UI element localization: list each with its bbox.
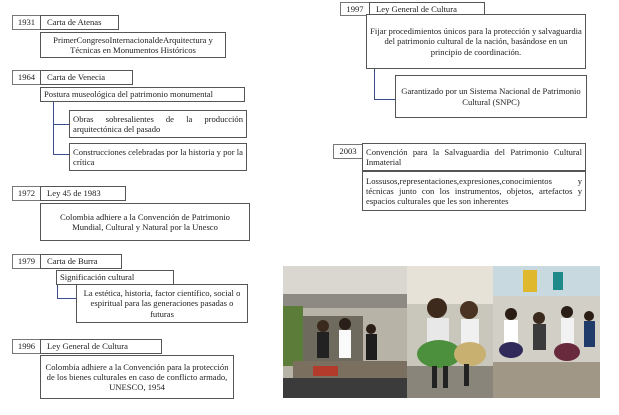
year-1931: 1931 bbox=[12, 15, 41, 30]
title-ley-general-1996: Ley General de Cultura bbox=[40, 339, 162, 354]
connector-1997 bbox=[374, 69, 396, 100]
connector-1964-a bbox=[53, 102, 69, 125]
title-carta-de-venecia: Carta de Venecia bbox=[40, 70, 133, 85]
desc-1997: Fijar procedimientos únicos para la protección y salvaguardia del patrimonio cultural de la nación, basándose en un principio de coordinación. bbox=[366, 14, 586, 69]
photo-folk-dance bbox=[493, 266, 600, 398]
sub-1964-construcciones: Construcciones celebradas por la historia y por la crítica bbox=[69, 143, 247, 171]
title-ley-45: Ley 45 de 1983 bbox=[40, 186, 126, 201]
sub-1997-snpc: Garantizado por un Sistema Nacional de Patrimonio Cultural (SNPC) bbox=[395, 75, 587, 118]
year-1979: 1979 bbox=[12, 254, 41, 269]
title-ley-general-1997: Ley General de Cultura bbox=[369, 2, 485, 16]
year-1997: 1997 bbox=[340, 2, 370, 16]
photo-dancers-masks bbox=[407, 266, 494, 398]
desc-1979: Significación cultural bbox=[56, 270, 174, 285]
desc-2003: Lossusos,representaciones,expresiones,conocimientos y técnicas junto con los instrumentos, objetos, artefactos y espacios culturales que les son inherentes bbox=[362, 171, 586, 211]
title-carta-de-atenas: Carta de Atenas bbox=[40, 15, 119, 30]
year-2003: 2003 bbox=[333, 144, 363, 159]
desc-1972: Colombia adhiere a la Convención de Patrimonio Mundial, Cultural y Natural por la Unesco bbox=[40, 203, 250, 241]
photo-dance-stage bbox=[283, 266, 408, 398]
connector-1979 bbox=[57, 285, 77, 299]
title-convencion-2003: Convención para la Salvaguardia del Patrimonio Cultural Inmaterial bbox=[362, 143, 586, 171]
desc-1931: PrimerCongresoInternacionaldeArquitectura y Técnicas en Monumentos Históricos bbox=[40, 32, 226, 58]
connector-1964-b bbox=[53, 124, 69, 155]
desc-1964: Postura museológica del patrimonio monumental bbox=[40, 87, 245, 102]
year-1972: 1972 bbox=[12, 186, 41, 201]
sub-1964-obras: Obras sobresalientes de la producción arquitectónica del pasado bbox=[69, 110, 247, 138]
title-carta-de-burra: Carta de Burra bbox=[40, 254, 122, 269]
sub-1979-estetica: La estética, historia, factor científico, social o espiritual para las generaciones pasadas o futuras bbox=[76, 284, 248, 323]
desc-1996: Colombia adhiere a la Convención para la protección de los bienes culturales en caso de conflicto armado, UNESCO, 1954 bbox=[40, 355, 234, 399]
year-1964: 1964 bbox=[12, 70, 41, 85]
connector-1964-c bbox=[53, 154, 69, 155]
year-1996: 1996 bbox=[12, 339, 41, 354]
